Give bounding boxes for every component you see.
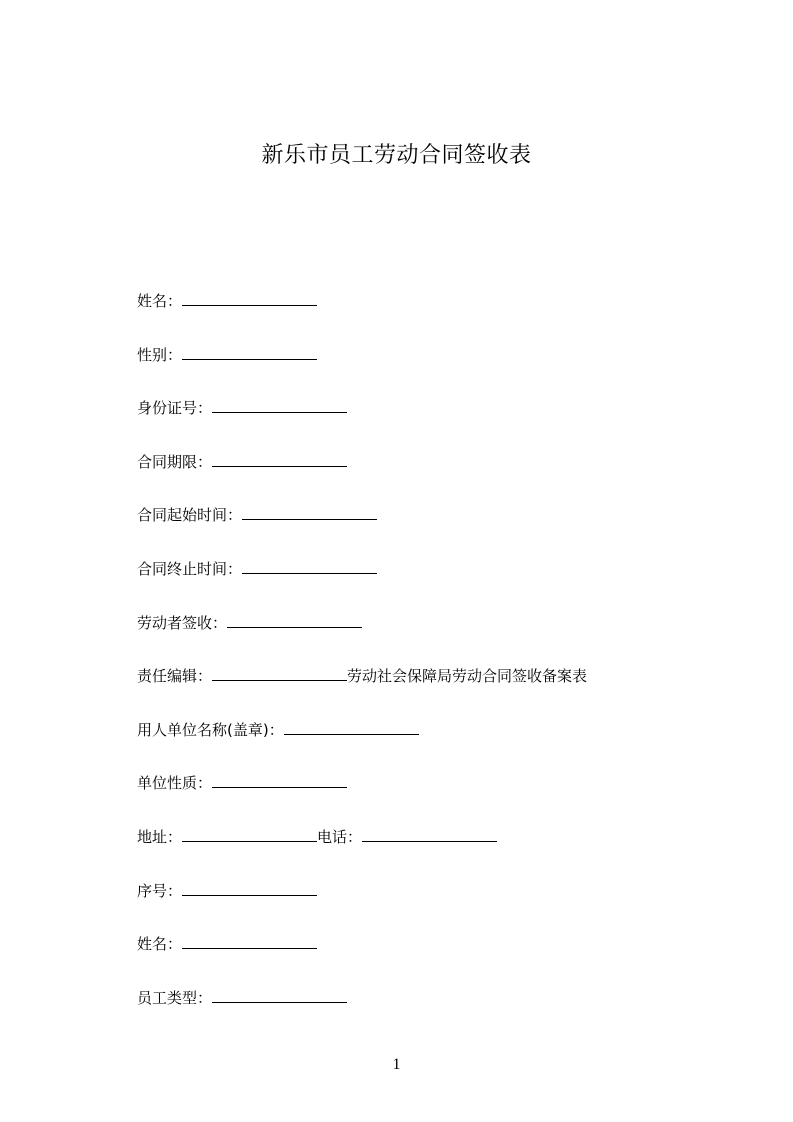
field-label: 地址： bbox=[137, 827, 183, 846]
blank-line bbox=[182, 343, 317, 360]
field-label: 姓名： bbox=[137, 935, 183, 954]
field-name bbox=[137, 289, 737, 343]
blank-line bbox=[182, 879, 317, 896]
blank-line bbox=[212, 664, 347, 681]
field-suffix-text: 劳动社会保障局劳动合同签收备案表 bbox=[347, 667, 588, 686]
field-id-number bbox=[137, 396, 737, 450]
blank-line bbox=[362, 825, 497, 842]
blank-line bbox=[212, 986, 347, 1003]
field-editor bbox=[137, 664, 737, 718]
field-contract-end bbox=[137, 557, 737, 611]
field-employee-type bbox=[137, 986, 737, 1040]
field-employer-name bbox=[137, 718, 737, 772]
blank-line bbox=[182, 289, 317, 306]
field-label: 单位性质： bbox=[137, 774, 213, 793]
field-label: 员工类型： bbox=[137, 988, 213, 1007]
field-label: 序号： bbox=[137, 881, 183, 900]
blank-line bbox=[242, 557, 377, 574]
field-employer-type bbox=[137, 771, 737, 825]
field-serial-number bbox=[137, 879, 737, 933]
field-label: 性别： bbox=[137, 345, 183, 364]
field-label: 劳动者签收： bbox=[137, 613, 228, 632]
field-label: 合同终止时间： bbox=[137, 559, 243, 578]
blank-line bbox=[284, 718, 419, 735]
field-label-phone: 电话： bbox=[317, 827, 363, 846]
blank-line bbox=[212, 771, 347, 788]
field-label: 用人单位名称(盖章)： bbox=[137, 720, 284, 739]
field-label: 合同期限： bbox=[137, 452, 213, 471]
page-number: 1 bbox=[392, 1056, 401, 1073]
field-gender bbox=[137, 343, 737, 397]
blank-line bbox=[182, 825, 317, 842]
field-name-2 bbox=[137, 932, 737, 986]
field-address-phone bbox=[137, 825, 737, 879]
field-contract-start bbox=[137, 503, 737, 557]
blank-line bbox=[212, 450, 347, 467]
field-worker-signature bbox=[137, 611, 737, 665]
form-fields bbox=[137, 289, 737, 1039]
field-label: 身份证号： bbox=[137, 399, 213, 418]
field-label: 合同起始时间： bbox=[137, 506, 243, 525]
field-contract-term bbox=[137, 450, 737, 504]
field-label: 责任编辑： bbox=[137, 667, 213, 686]
blank-line bbox=[212, 396, 347, 413]
blank-line bbox=[227, 611, 362, 628]
document-title: 新乐市员工劳动合同签收表 bbox=[261, 143, 532, 168]
blank-line bbox=[242, 503, 377, 520]
blank-line bbox=[182, 932, 317, 949]
field-label: 姓名： bbox=[137, 292, 183, 310]
